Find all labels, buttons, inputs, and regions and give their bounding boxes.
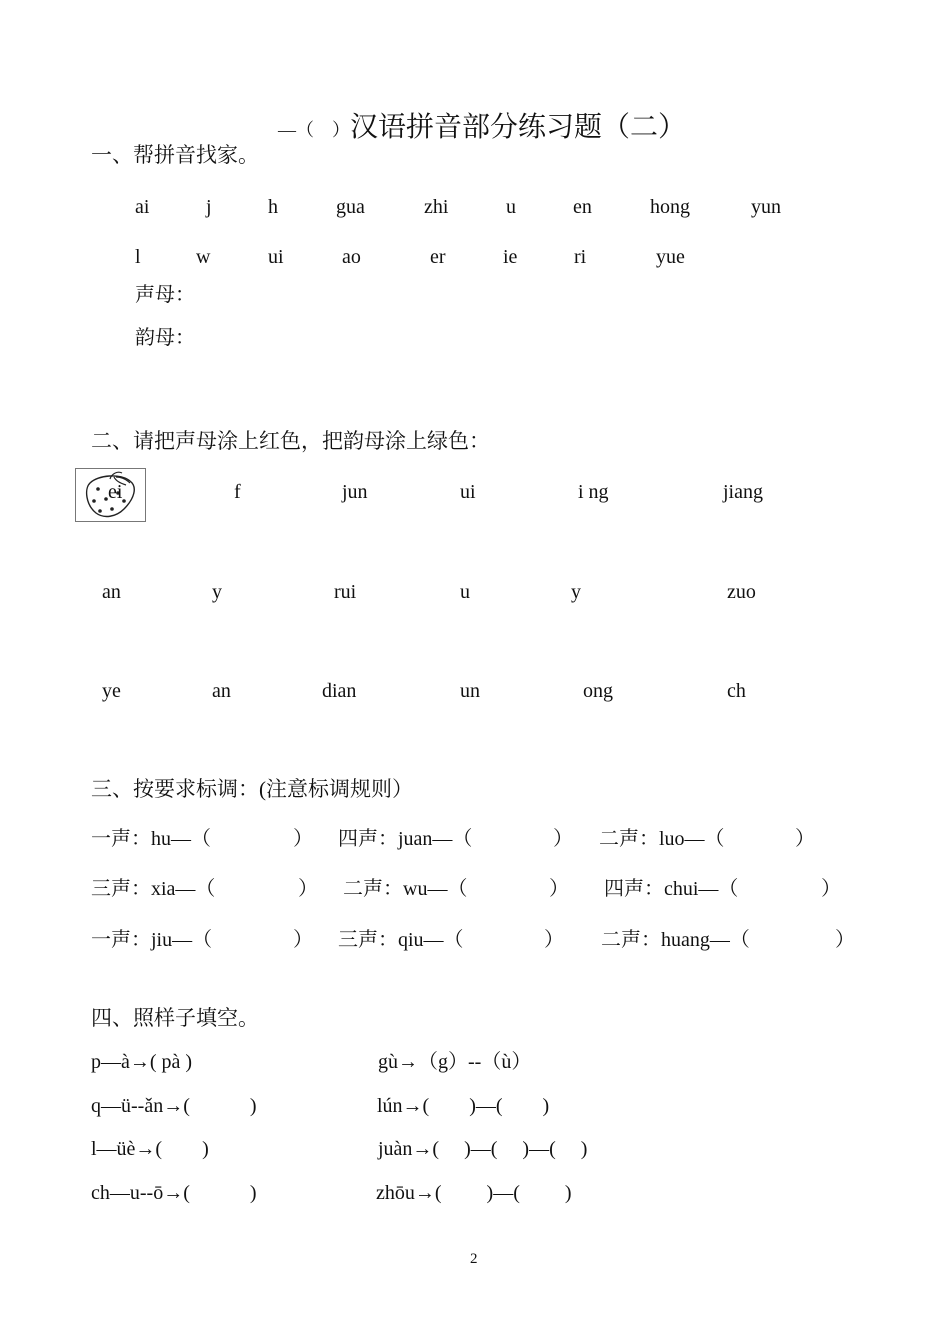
tone-prompt: 三声：xia—（ xyxy=(91,878,216,900)
pinyin-item: yun xyxy=(751,196,781,218)
pinyin-item: zhi xyxy=(424,196,449,218)
tone-prompt: 四声：juan—（ xyxy=(338,828,473,850)
fill-in-item: gù→（g）--（ù） xyxy=(378,1051,532,1073)
pinyin-item: ui xyxy=(460,481,476,503)
tone-blank-close: ） xyxy=(835,929,855,951)
tone-blank-close: ） xyxy=(293,828,313,850)
pinyin-item: y xyxy=(212,581,222,603)
section4-heading: 四、照样子填空。 xyxy=(91,1006,259,1030)
tone-blank-close: ） xyxy=(549,878,569,900)
tone-prompt: 二声：luo—（ xyxy=(599,828,725,850)
fill-in-item: p—à→( pà ) xyxy=(91,1051,193,1073)
tone-blank-close: ） xyxy=(821,878,841,900)
section3-heading: 三、按要求标调：(注意标调规则） xyxy=(91,777,413,801)
fill-in-item: l—üè→( ) xyxy=(91,1138,209,1160)
pinyin-item: f xyxy=(234,481,241,503)
yunmu-label: 韵母： xyxy=(135,327,195,349)
pinyin-item: y xyxy=(571,581,581,603)
pinyin-item: er xyxy=(430,246,446,268)
fill-in-item: ch—u--ō→( ) xyxy=(91,1182,257,1204)
pinyin-item: yue xyxy=(656,246,685,268)
pinyin-item: ong xyxy=(583,680,613,702)
tone-prompt: 四声：chui—（ xyxy=(604,878,739,900)
fill-in-item: q—ü--ǎn→( ) xyxy=(91,1095,257,1117)
fill-in-item: zhōu→( )—( ) xyxy=(376,1182,572,1204)
tone-blank-close: ） xyxy=(795,828,815,850)
pinyin-item: an xyxy=(102,581,121,603)
fill-in-item: lún→( )—( ) xyxy=(377,1095,550,1117)
tone-prompt: 二声：huang—（ xyxy=(601,929,750,951)
pinyin-item: i ng xyxy=(578,481,609,503)
pinyin-item: ai xyxy=(135,196,150,218)
pinyin-item: un xyxy=(460,680,480,702)
pinyin-item: ch xyxy=(727,680,746,702)
tone-prompt: 一声：jiu—（ xyxy=(91,929,213,951)
pinyin-item: ie xyxy=(503,246,518,268)
pinyin-item: hong xyxy=(650,196,690,218)
pinyin-item: zuo xyxy=(727,581,756,603)
pinyin-item: h xyxy=(268,196,278,218)
section1-heading: 一、帮拼音找家。 xyxy=(91,143,259,167)
pinyin-item: gua xyxy=(336,196,365,218)
title-prefix: —（ ） xyxy=(277,120,350,140)
tone-blank-close: ） xyxy=(298,878,318,900)
pinyin-item: en xyxy=(573,196,592,218)
pinyin-item: ye xyxy=(102,680,121,702)
pinyin-item: j xyxy=(206,196,212,218)
pinyin-item: ao xyxy=(342,246,361,268)
section2-heading: 二、请把声母涂上红色，把韵母涂上绿色： xyxy=(91,429,490,453)
tone-prompt: 一声：hu—（ xyxy=(91,828,211,850)
title-text: 汉语拼音部分练习题（二） xyxy=(349,112,686,143)
tone-prompt: 三声：qiu—（ xyxy=(338,929,464,951)
pinyin-item: ui xyxy=(268,246,284,268)
tone-blank-close: ） xyxy=(293,929,313,951)
tone-blank-close: ） xyxy=(553,828,573,850)
pinyin-item: dian xyxy=(322,680,357,702)
page-title xyxy=(0,86,950,142)
shengmu-label: 声母： xyxy=(135,284,195,306)
pinyin-item: ei xyxy=(108,481,123,503)
tone-blank-close: ） xyxy=(544,929,564,951)
pinyin-item: u xyxy=(506,196,516,218)
pinyin-item: l xyxy=(135,246,141,268)
pinyin-item: rui xyxy=(334,581,357,603)
page-number: 2 xyxy=(470,1251,478,1267)
pinyin-item: ri xyxy=(574,246,587,268)
fill-in-item: juàn→( )—( )—( ) xyxy=(378,1138,588,1160)
tone-prompt: 二声：wu—（ xyxy=(343,878,468,900)
pinyin-item: jiang xyxy=(723,481,763,503)
pinyin-item: an xyxy=(212,680,231,702)
pinyin-item: w xyxy=(196,246,211,268)
pinyin-item: u xyxy=(460,581,470,603)
pinyin-item: jun xyxy=(342,481,368,503)
